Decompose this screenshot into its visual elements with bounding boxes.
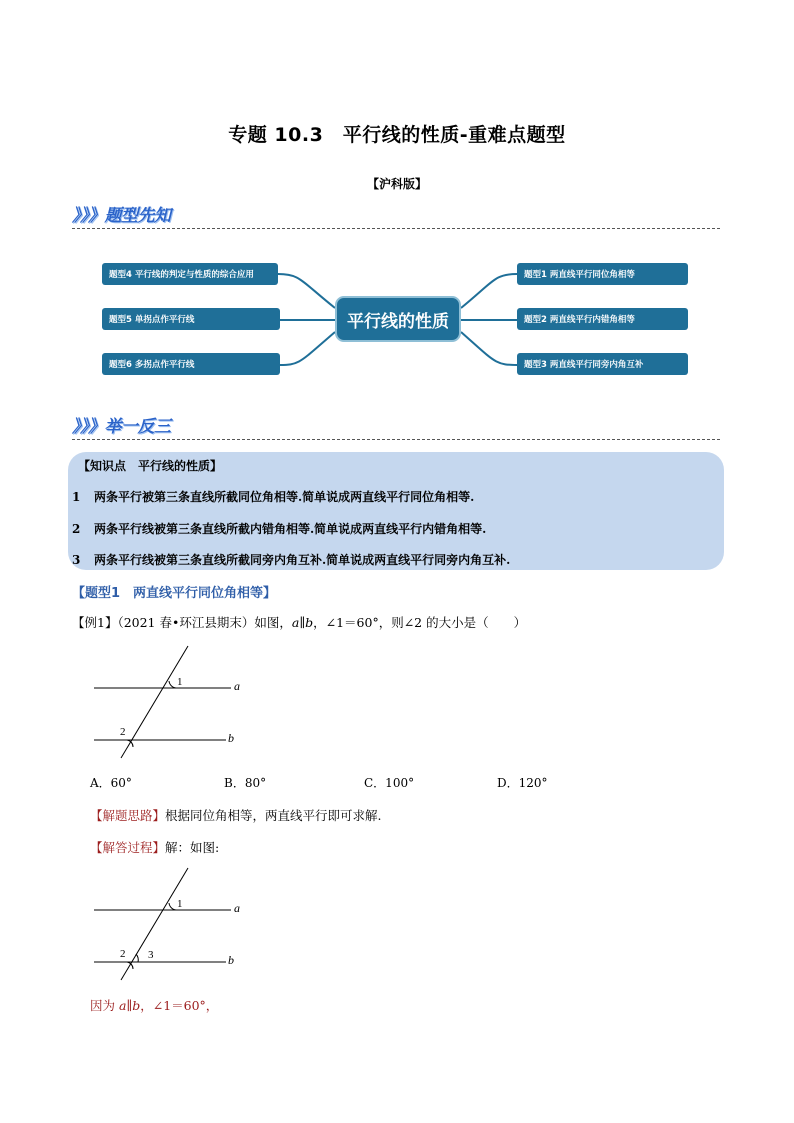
- example-question: [72, 613, 526, 631]
- page-title: 专题 10.3 平行线的性质-重难点题型: [228, 124, 566, 146]
- option-a: A．60°: [90, 776, 132, 790]
- mindmap-node-type5: 题型5 单拐点作平行线: [102, 308, 280, 330]
- angle-label-1: 1: [177, 676, 183, 688]
- figure-parallel-lines-2: [88, 862, 258, 987]
- knowledge-item-text: 两条平行线被第三条直线所截内错角相等.简单说成两直线平行内错角相等.: [94, 522, 487, 536]
- angle-label-2: 2: [120, 726, 126, 738]
- angle-label-3: 3: [148, 949, 154, 961]
- knowledge-item-number: 2: [72, 522, 81, 536]
- line-label-b: b: [228, 953, 234, 967]
- solution-process: [90, 838, 219, 856]
- mindmap-center-node: 平行线的性质: [335, 296, 461, 342]
- knowledge-item-number: 3: [72, 553, 81, 567]
- solution-step: [90, 996, 218, 1014]
- line-label-a: a: [234, 901, 240, 915]
- solution-step-rest: ，∠1＝60°，: [140, 998, 219, 1013]
- section-banner-preview: 》》》题型先知: [72, 206, 171, 226]
- line-label-a: a: [234, 679, 240, 693]
- example-prefix: 【例1】（2021 春•环江县期末）如图，: [72, 615, 292, 630]
- example-parallel: a∥b: [291, 615, 314, 630]
- mindmap-node-type3: 题型3 两直线平行同旁内角互补: [517, 353, 688, 375]
- solution-process-label: 【解答过程】: [90, 840, 166, 855]
- solution-idea-text: 根据同位角相等，两直线平行即可求解.: [165, 808, 382, 823]
- solution-process-text: 解：如图:: [165, 840, 220, 855]
- section-divider: [72, 439, 720, 440]
- solution-idea: [90, 806, 382, 824]
- angle-label-1: 1: [177, 898, 183, 910]
- knowledge-item-text: 两条平行被第三条直线所截同位角相等.简单说成两直线平行同位角相等.: [94, 490, 475, 504]
- knowledge-item: [72, 551, 510, 568]
- knowledge-header: 【知识点 平行线的性质】: [78, 459, 223, 473]
- line-label-b: b: [228, 731, 234, 745]
- solution-step-prefix: 因为: [90, 998, 119, 1013]
- option-d: D．120°: [497, 776, 548, 790]
- option-b: B．80°: [224, 776, 267, 790]
- option-c: C．100°: [364, 776, 415, 790]
- solution-idea-label: 【解题思路】: [90, 808, 166, 823]
- mindmap-node-type6: 题型6 多拐点作平行线: [102, 353, 280, 375]
- angle-label-2: 2: [120, 948, 126, 960]
- knowledge-item: [72, 488, 474, 505]
- figure-parallel-lines-1: [88, 640, 258, 765]
- mindmap-node-type2: 题型2 两直线平行内错角相等: [517, 308, 688, 330]
- mindmap-node-type1: 题型1 两直线平行同位角相等: [517, 263, 688, 285]
- knowledge-item-number: 1: [72, 490, 81, 504]
- type1-heading: 【题型1 两直线平行同位角相等】: [72, 586, 277, 601]
- section-divider: [72, 228, 720, 229]
- section-banner-practice: 》》》举一反三: [72, 417, 171, 437]
- example-question-rest: ，∠1＝60°，则∠2 的大小是（ ）: [313, 615, 527, 630]
- mindmap-node-type4: 题型4 平行线的判定与性质的综合应用: [102, 263, 278, 285]
- page-subtitle: 【沪科版】: [366, 177, 427, 191]
- knowledge-item: [72, 520, 486, 537]
- solution-step-parallel: a∥b: [118, 998, 141, 1013]
- knowledge-item-text: 两条平行线被第三条直线所截同旁内角互补.简单说成两直线平行同旁内角互补.: [94, 553, 511, 567]
